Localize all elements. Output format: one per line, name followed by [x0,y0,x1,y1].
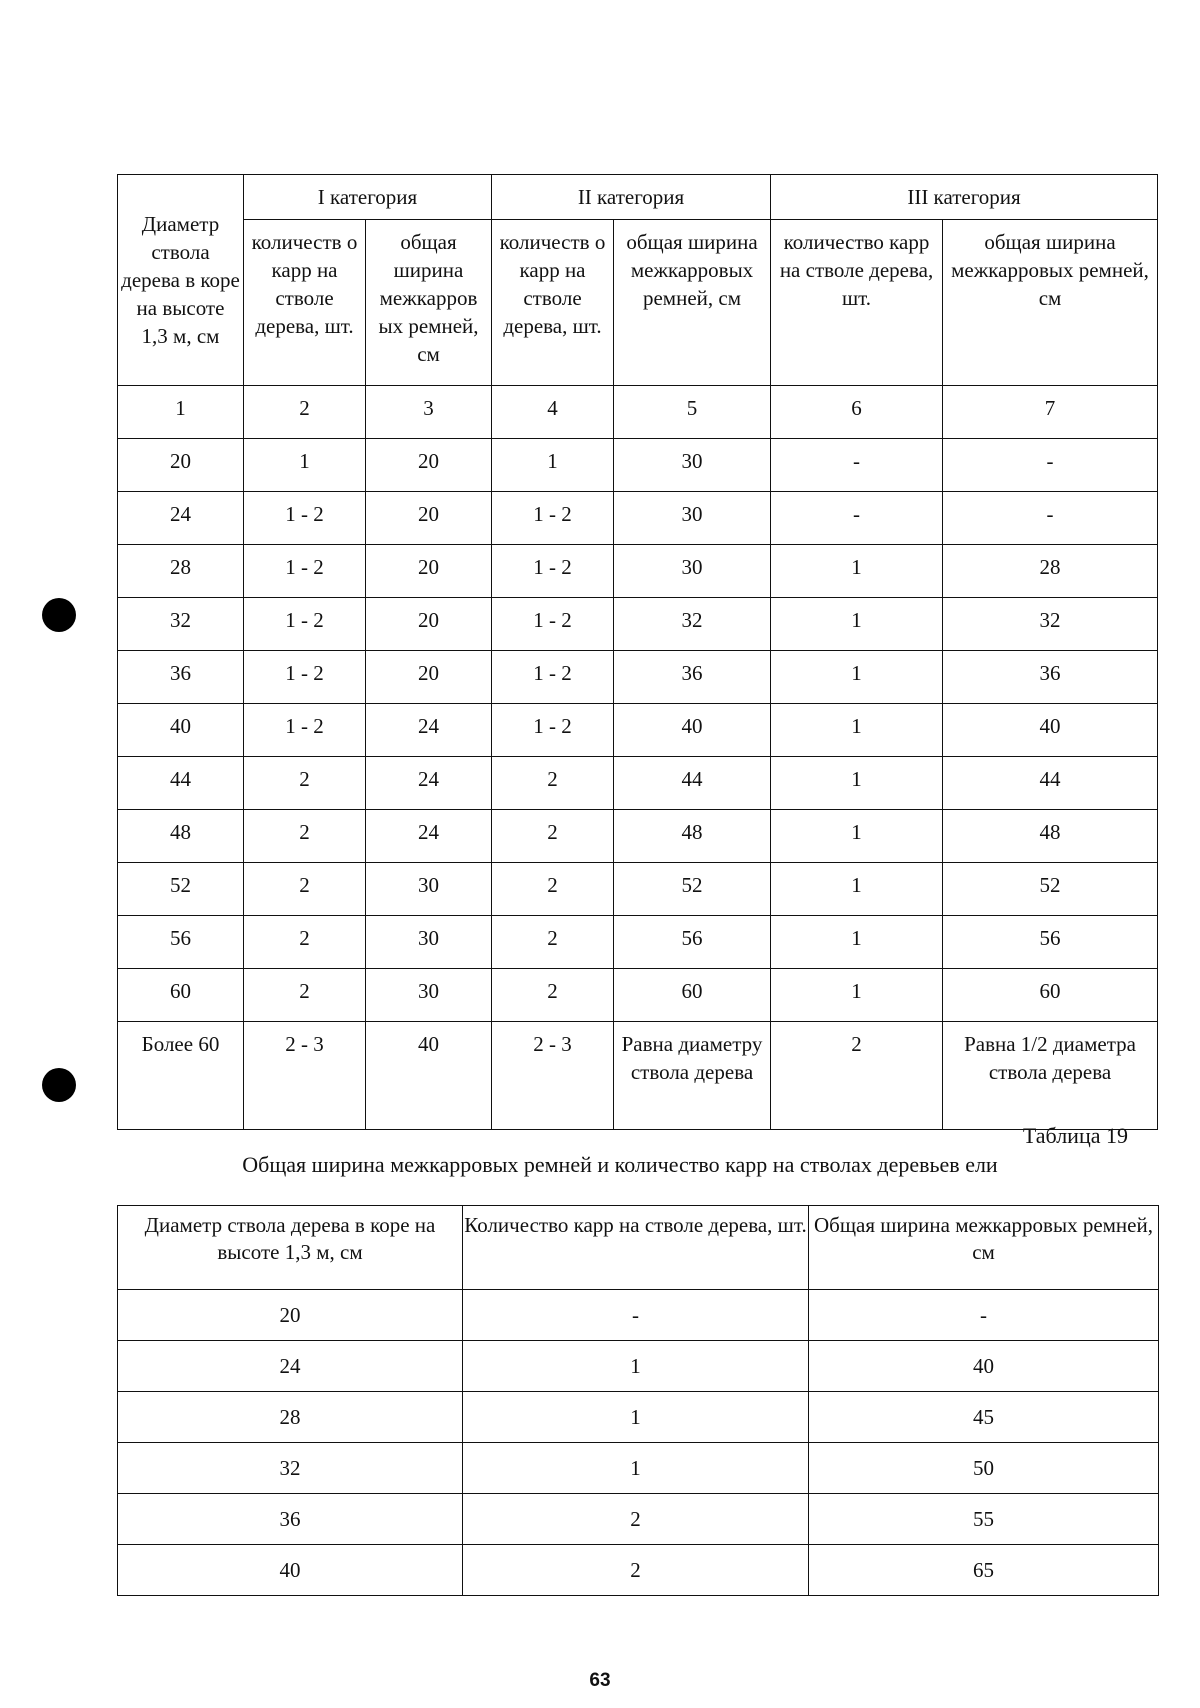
table-row [118,598,1158,651]
table-cell: 60 [118,969,244,1022]
table-cell: 1 [771,545,943,598]
table-cell: 40 [118,704,244,757]
table-cell: 20 [118,1290,463,1341]
table-cell: 52 [614,863,771,916]
table-cell: 30 [366,969,492,1022]
table-cell: 56 [943,916,1158,969]
header-category-3: III категория [771,175,1158,220]
table-cell: 1 [771,969,943,1022]
header-diameter: Диаметр ствола дерева в коре на высоте 1,3 м, см [118,175,244,386]
table-cell: 52 [118,863,244,916]
table-cell: 60 [614,969,771,1022]
header-width: Общая ширина межкарровых ремней, см [809,1206,1159,1290]
table-cell: 40 [118,1545,463,1596]
table-cell: 32 [943,598,1158,651]
subheader-count-cat2: количеств о карр на стволе дерева, шт. [492,220,614,386]
table-row [118,1494,1159,1545]
table-cell: 20 [366,439,492,492]
table-cell: 45 [809,1392,1159,1443]
table-cell: 1 [771,651,943,704]
table-cell: 2 [244,863,366,916]
table-cell: 1 - 2 [244,704,366,757]
binder-hole [42,1068,76,1102]
table-cell: 32 [118,598,244,651]
table-cell: 1 - 2 [492,545,614,598]
table-cell: 2 [492,757,614,810]
table-cell: 2 [463,1494,809,1545]
table-cell: - [463,1290,809,1341]
table-cell: 28 [118,545,244,598]
table-cell: 2 [492,810,614,863]
table-cell: 32 [614,598,771,651]
table-cell: 30 [614,545,771,598]
table-cell: 28 [943,545,1158,598]
table-cell: 60 [943,969,1158,1022]
table-cell: 2 - 3 [492,1022,614,1130]
subheader-count-cat1: количеств о карр на стволе дерева, шт. [244,220,366,386]
table-cell: 44 [943,757,1158,810]
binder-hole [42,598,76,632]
table-cell: 30 [366,916,492,969]
table-cell: 1 - 2 [492,492,614,545]
table-cell: 2 [463,1545,809,1596]
table-cell: 20 [118,439,244,492]
table-cell: 20 [366,492,492,545]
subheader-count-cat3: количество карр на стволе дерева, шт. [771,220,943,386]
table-row [118,1443,1159,1494]
table-cell: 1 - 2 [244,651,366,704]
table-row [118,1290,1159,1341]
table-cell: 40 [614,704,771,757]
table-cell: 24 [366,757,492,810]
table-cell: 1 [771,704,943,757]
header-diameter: Диаметр ствола дерева в коре на высоте 1,3 м, см [118,1206,463,1290]
table-row [118,810,1158,863]
table-cell: 1 - 2 [244,545,366,598]
table-cell: 36 [118,1494,463,1545]
table-cell: 30 [614,492,771,545]
table-cell: 55 [809,1494,1159,1545]
table-cell: 1 - 2 [492,704,614,757]
column-number: 3 [366,386,492,439]
table-row [118,863,1158,916]
table-cell: 56 [614,916,771,969]
table-cell: 1 - 2 [492,598,614,651]
table-cell: 40 [366,1022,492,1130]
table-cell: 52 [943,863,1158,916]
table-cell: - [771,492,943,545]
column-number: 6 [771,386,943,439]
table-row [118,704,1158,757]
table-cell: 20 [366,598,492,651]
table-cell: 40 [943,704,1158,757]
table-cell: 2 [244,916,366,969]
table-cell: 48 [943,810,1158,863]
table-cell: 2 [492,969,614,1022]
table-label: Таблица 19 [1022,1123,1128,1148]
table-cell: 1 - 2 [244,598,366,651]
table-cell: 36 [118,651,244,704]
table-title: Общая ширина межкарровых ремней и количество карр на стволах деревьев ели [242,1152,998,1177]
table-cell: 1 - 2 [244,492,366,545]
subheader-width-cat1: общая ширина межкарров ых ремней, см [366,220,492,386]
table-cell: 2 [771,1022,943,1130]
subheader-width-cat3: общая ширина межкарровых ремней, см [943,220,1158,386]
table-cell: 24 [118,1341,463,1392]
table-row [118,492,1158,545]
table-cell: 56 [118,916,244,969]
table-cell: 1 - 2 [492,651,614,704]
table-cell: 65 [809,1545,1159,1596]
table-cell: 2 [492,916,614,969]
table-row [118,1022,1158,1130]
table-row [118,1341,1159,1392]
header-count: Количество карр на стволе дерева, шт. [463,1206,809,1290]
table-cell: Равна диаметру ствола дерева [614,1022,771,1130]
table-cell: 20 [366,545,492,598]
table-cell: 44 [118,757,244,810]
subheader-width-cat2: общая ширина межкарровых ремней, см [614,220,771,386]
table-cell: 2 [244,810,366,863]
page-number: 63 [589,1670,611,1691]
table-cell: 2 [244,757,366,810]
table-row [118,545,1158,598]
header-category-1: I категория [244,175,492,220]
table-cell: 1 [771,863,943,916]
table-cell: 30 [614,439,771,492]
table-cell: 48 [614,810,771,863]
table-cell: 50 [809,1443,1159,1494]
table-cell: 28 [118,1392,463,1443]
table-cell: 32 [118,1443,463,1494]
table-cell: 2 [492,863,614,916]
table-cell: 1 [463,1443,809,1494]
table-cell: 40 [809,1341,1159,1392]
table-cell: 24 [366,810,492,863]
table-row [118,439,1158,492]
table-cell: 1 [463,1392,809,1443]
table-cell: - [809,1290,1159,1341]
table-cell: 24 [366,704,492,757]
table-cell: 20 [366,651,492,704]
table-cell: Более 60 [118,1022,244,1130]
table-cell: - [943,492,1158,545]
column-number: 4 [492,386,614,439]
table-cell: 1 [492,439,614,492]
table-row [118,651,1158,704]
spruce-tapping-table [117,1205,1159,1596]
column-number: 1 [118,386,244,439]
table-cell: - [943,439,1158,492]
table-cell: 24 [118,492,244,545]
table-row [118,1392,1159,1443]
table-cell: 1 [771,757,943,810]
table-cell: 30 [366,863,492,916]
column-number: 7 [943,386,1158,439]
tapping-norms-table [117,174,1158,1130]
header-category-2: II категория [492,175,771,220]
column-number-row [118,386,1158,439]
table-cell: Равна 1/2 диаметра ствола дерева [943,1022,1158,1130]
table-cell: 1 [771,916,943,969]
table-cell: 1 [244,439,366,492]
table-cell: 48 [118,810,244,863]
table-row [118,1545,1159,1596]
table-cell: 1 [771,598,943,651]
column-number: 5 [614,386,771,439]
column-number: 2 [244,386,366,439]
table-cell: 2 - 3 [244,1022,366,1130]
table-row [118,969,1158,1022]
table-cell: 1 [771,810,943,863]
table-row [118,757,1158,810]
table-cell: - [771,439,943,492]
table-cell: 36 [943,651,1158,704]
table-row [118,916,1158,969]
table-cell: 36 [614,651,771,704]
table-cell: 2 [244,969,366,1022]
table-cell: 44 [614,757,771,810]
table-cell: 1 [463,1341,809,1392]
